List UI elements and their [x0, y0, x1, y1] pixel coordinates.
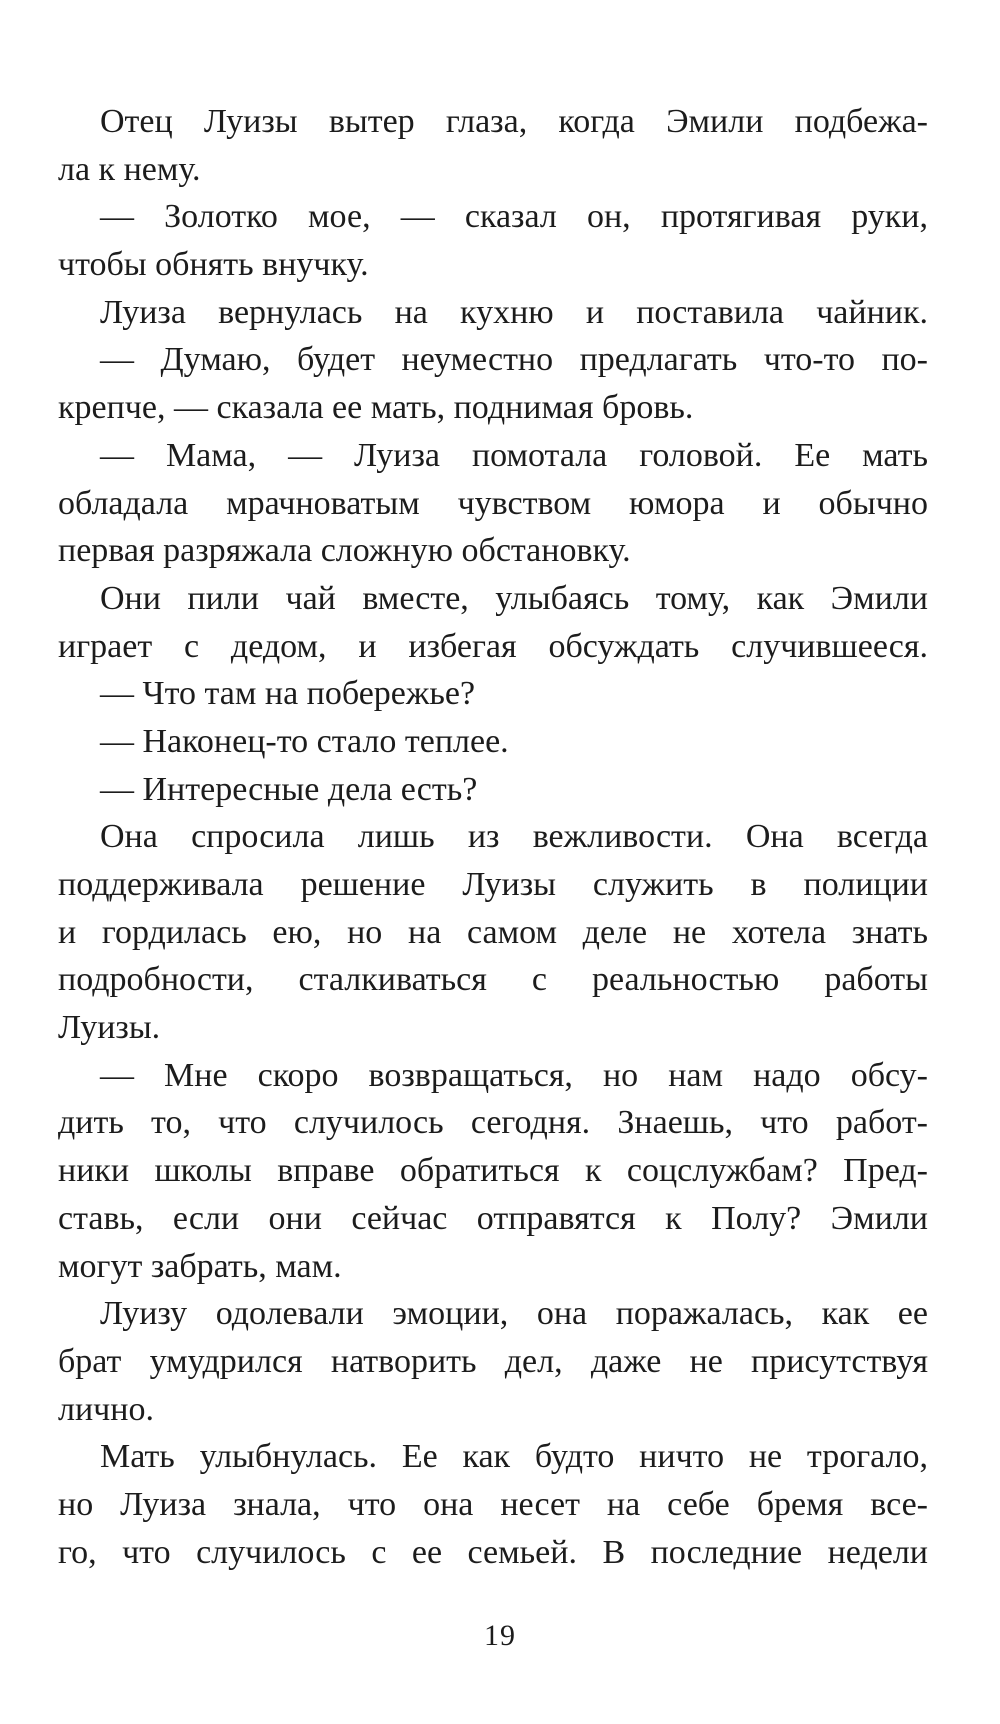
text-line: Луизы. [58, 1009, 161, 1047]
text-line: чтобы обнять внучку. [58, 246, 369, 284]
text-line: ставь, если они сейчас отправятся к Полу? Эмили [58, 1199, 928, 1237]
text-line: ники школы вправе обратиться к соцслужбам? Пред- [58, 1152, 928, 1190]
body-text [58, 98, 928, 1576]
text-line: брат умудрился натворить дел, даже не присутствуя [58, 1342, 928, 1380]
text-line: — Наконец-то стало теплее. [100, 722, 509, 760]
page-number: 19 [484, 1619, 516, 1652]
text-line: ла к нему. [58, 150, 201, 188]
text-line: Она спросила лишь из вежливости. Она всегда [100, 818, 928, 856]
text-line: — Мне скоро возвращаться, но нам надо обсу- [100, 1056, 928, 1094]
text-line: и гордилась ею, но на самом деле не хотела знать [58, 913, 928, 951]
text-line: могут забрать, мам. [58, 1247, 342, 1285]
text-line: Они пили чай вместе, улыбаясь тому, как Эмили [100, 579, 928, 617]
text-line: дить то, что случилось сегодня. Знаешь, что работ- [58, 1104, 928, 1142]
text-line: лично. [58, 1390, 154, 1428]
text-line: первая разряжала сложную обстановку. [58, 532, 631, 570]
text-line: — Думаю, будет неуместно предлагать что-то по- [100, 341, 928, 379]
text-line: поддерживала решение Луизы служить в полиции [58, 866, 928, 903]
text-line: Отец Луизы вытер глаза, когда Эмили подбежа- [100, 103, 928, 140]
text-line: подробности, сталкиваться с реальностью работы [58, 961, 928, 999]
text-line: — Золотко мое, — сказал он, протягивая руки, [100, 198, 928, 236]
text-line: — Интересные дела есть? [100, 770, 478, 808]
text-line: Мать улыбнулась. Ее как будто ничто не трогало, [100, 1438, 928, 1476]
text-line: — Мама, — Луиза помотала головой. Ее мать [100, 436, 928, 474]
text-line: — Что там на побережье? [100, 675, 476, 713]
text-line: крепче, — сказала ее мать, поднимая бровь. [58, 389, 694, 427]
text-line: но Луиза знала, что она несет на себе бремя все- [58, 1485, 928, 1523]
text-line: Луизу одолевали эмоции, она поражалась, как ее [100, 1295, 928, 1333]
text-line: обладала мрачноватым чувством юмора и обычно [58, 484, 928, 522]
text-line: играет с дедом, и избегая обсуждать случившееся. [58, 627, 928, 665]
text-line: го, что случилось с ее семьей. В последние недели [58, 1533, 928, 1571]
text-line: Луиза вернулась на кухню и поставила чайник. [100, 293, 928, 331]
